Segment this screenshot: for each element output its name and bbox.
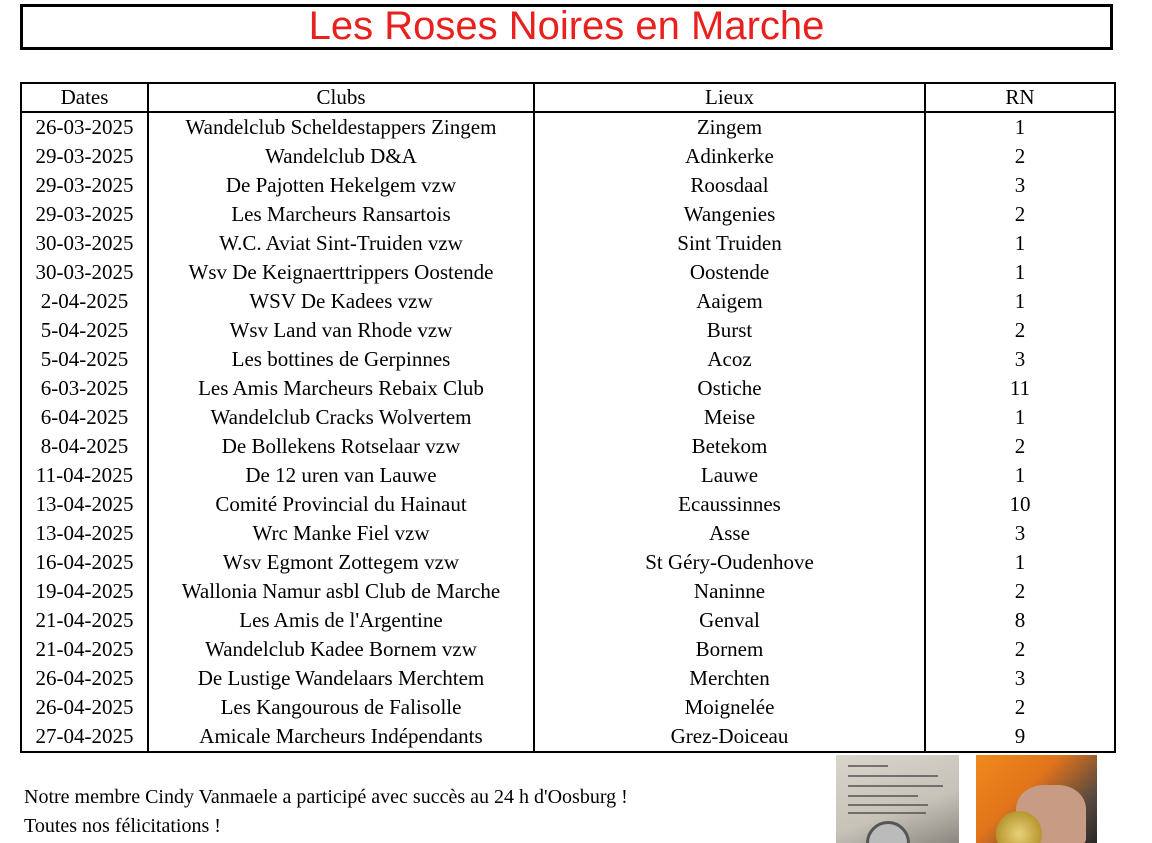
- header-rn: RN: [925, 83, 1115, 112]
- cell-rn: 1: [1014, 463, 1026, 487]
- cell-club: Les Amis de l'Argentine: [148, 606, 534, 635]
- cell-lieu: Sint Truiden: [534, 229, 925, 258]
- header-lieux: Lieux: [534, 83, 925, 112]
- cell-lieu: Grez-Doiceau: [534, 722, 925, 752]
- cell-date: 21-04-2025: [21, 606, 148, 635]
- table-row: [21, 519, 1115, 548]
- cell-date: 8-04-2025: [21, 432, 148, 461]
- cell-date: 16-04-2025: [21, 548, 148, 577]
- header-clubs: Clubs: [148, 83, 534, 112]
- cell-lieu: Oostende: [534, 258, 925, 287]
- cell-club: Wsv Egmont Zottegem vzw: [148, 548, 534, 577]
- cell-club: Les Marcheurs Ransartois: [148, 200, 534, 229]
- events-table: [20, 82, 1116, 753]
- cell-club: Les bottines de Gerpinnes: [148, 345, 534, 374]
- cell-date: 29-03-2025: [21, 142, 148, 171]
- cell-date: 29-03-2025: [21, 200, 148, 229]
- cell-club: WSV De Kadees vzw: [148, 287, 534, 316]
- cell-date: 6-03-2025: [21, 374, 148, 403]
- cell-club: Wandelclub Cracks Wolvertem: [148, 403, 534, 432]
- cell-rn: 1: [1014, 550, 1026, 574]
- cell-lieu: Genval: [534, 606, 925, 635]
- cell-date: 30-03-2025: [21, 229, 148, 258]
- cell-club: Les Amis Marcheurs Rebaix Club: [148, 374, 534, 403]
- cell-lieu: Ecaussinnes: [534, 490, 925, 519]
- table-row: [21, 316, 1115, 345]
- cell-club: Les Kangourous de Falisolle: [148, 693, 534, 722]
- cell-rn: 11: [1009, 376, 1031, 400]
- cell-date: 19-04-2025: [21, 577, 148, 606]
- cell-club: Comité Provincial du Hainaut: [148, 490, 534, 519]
- cell-club: W.C. Aviat Sint-Truiden vzw: [148, 229, 534, 258]
- cell-date: 2-04-2025: [21, 287, 148, 316]
- cell-club: Amicale Marcheurs Indépendants: [148, 722, 534, 752]
- cell-club: Wrc Manke Fiel vzw: [148, 519, 534, 548]
- cell-rn: 10: [1009, 492, 1031, 516]
- cell-rn: 3: [1014, 347, 1026, 371]
- table-row: [21, 171, 1115, 200]
- cell-lieu: Meise: [534, 403, 925, 432]
- cell-rn: 2: [1014, 318, 1026, 342]
- cell-date: 30-03-2025: [21, 258, 148, 287]
- cell-date: 5-04-2025: [21, 345, 148, 374]
- congratulations-note: [24, 783, 628, 841]
- table-row: [21, 432, 1115, 461]
- cell-rn: 1: [1014, 231, 1026, 255]
- table-row: [21, 693, 1115, 722]
- table-row: [21, 374, 1115, 403]
- cell-lieu: Betekom: [534, 432, 925, 461]
- cell-lieu: Merchten: [534, 664, 925, 693]
- cell-date: 21-04-2025: [21, 635, 148, 664]
- cell-date: 27-04-2025: [21, 722, 148, 752]
- cell-lieu: St Géry-Oudenhove: [534, 548, 925, 577]
- table-row: [21, 722, 1115, 752]
- cell-date: 11-04-2025: [21, 461, 148, 490]
- cell-rn: 2: [1014, 202, 1026, 226]
- cell-lieu: Lauwe: [534, 461, 925, 490]
- page-title: Les Roses Noires en Marche: [308, 4, 825, 48]
- table-row: [21, 635, 1115, 664]
- table-row: [21, 490, 1115, 519]
- cell-club: Wallonia Namur asbl Club de Marche: [148, 577, 534, 606]
- cell-date: 26-04-2025: [21, 693, 148, 722]
- cell-date: 5-04-2025: [21, 316, 148, 345]
- table-row: [21, 403, 1115, 432]
- cell-rn: 1: [1014, 289, 1026, 313]
- note-line-1: Notre membre Cindy Vanmaele a participé avec succès au 24 h d'Oosburg !: [24, 786, 628, 808]
- cell-club: De Pajotten Hekelgem vzw: [148, 171, 534, 200]
- cell-date: 26-04-2025: [21, 664, 148, 693]
- cell-date: 6-04-2025: [21, 403, 148, 432]
- table-row: [21, 461, 1115, 490]
- cell-club: Wsv De Keignaerttrippers Oostende: [148, 258, 534, 287]
- cell-lieu: Zingem: [534, 112, 925, 142]
- cell-rn: 2: [1014, 579, 1026, 603]
- cell-rn: 8: [1014, 608, 1026, 632]
- cell-lieu: Roosdaal: [534, 171, 925, 200]
- cell-lieu: Aaigem: [534, 287, 925, 316]
- cell-lieu: Ostiche: [534, 374, 925, 403]
- cell-lieu: Burst: [534, 316, 925, 345]
- cell-lieu: Bornem: [534, 635, 925, 664]
- cell-rn: 2: [1014, 637, 1026, 661]
- cell-club: Wsv Land van Rhode vzw: [148, 316, 534, 345]
- cell-club: De Lustige Wandelaars Merchtem: [148, 664, 534, 693]
- cell-rn: 1: [1014, 405, 1026, 429]
- table-row: [21, 200, 1115, 229]
- cell-club: Wandelclub Kadee Bornem vzw: [148, 635, 534, 664]
- cell-lieu: Wangenies: [534, 200, 925, 229]
- cell-rn: 2: [1014, 144, 1026, 168]
- cell-rn: 2: [1014, 695, 1026, 719]
- table-row: [21, 606, 1115, 635]
- cell-lieu: Acoz: [534, 345, 925, 374]
- table-row: [21, 229, 1115, 258]
- title-banner: [20, 4, 1113, 50]
- cell-rn: 1: [1014, 260, 1026, 284]
- cell-date: 13-04-2025: [21, 519, 148, 548]
- cell-date: 13-04-2025: [21, 490, 148, 519]
- cell-club: Wandelclub D&A: [148, 142, 534, 171]
- cell-rn: 2: [1014, 434, 1026, 458]
- cell-lieu: Moignelée: [534, 693, 925, 722]
- table-row: [21, 142, 1115, 171]
- cell-date: 29-03-2025: [21, 171, 148, 200]
- medal-photo: [976, 755, 1097, 843]
- table-row: [21, 548, 1115, 577]
- cell-club: Wandelclub Scheldestappers Zingem: [148, 112, 534, 142]
- note-line-2: Toutes nos félicitations !: [24, 815, 221, 837]
- cell-club: De 12 uren van Lauwe: [148, 461, 534, 490]
- table-header-row: [21, 83, 1115, 112]
- cell-lieu: Adinkerke: [534, 142, 925, 171]
- cell-rn: 9: [1014, 724, 1026, 748]
- cell-rn: 1: [1014, 115, 1026, 139]
- cell-rn: 3: [1014, 521, 1026, 545]
- table-row: [21, 577, 1115, 606]
- cell-rn: 3: [1014, 666, 1026, 690]
- table-row: [21, 258, 1115, 287]
- table-row: [21, 664, 1115, 693]
- cell-lieu: Asse: [534, 519, 925, 548]
- header-dates: Dates: [21, 83, 148, 112]
- cell-date: 26-03-2025: [21, 112, 148, 142]
- cell-rn: 3: [1014, 173, 1026, 197]
- table-row: [21, 345, 1115, 374]
- cell-lieu: Naninne: [534, 577, 925, 606]
- certificate-photo: [836, 755, 959, 843]
- table-row: [21, 112, 1115, 142]
- table-row: [21, 287, 1115, 316]
- cell-club: De Bollekens Rotselaar vzw: [148, 432, 534, 461]
